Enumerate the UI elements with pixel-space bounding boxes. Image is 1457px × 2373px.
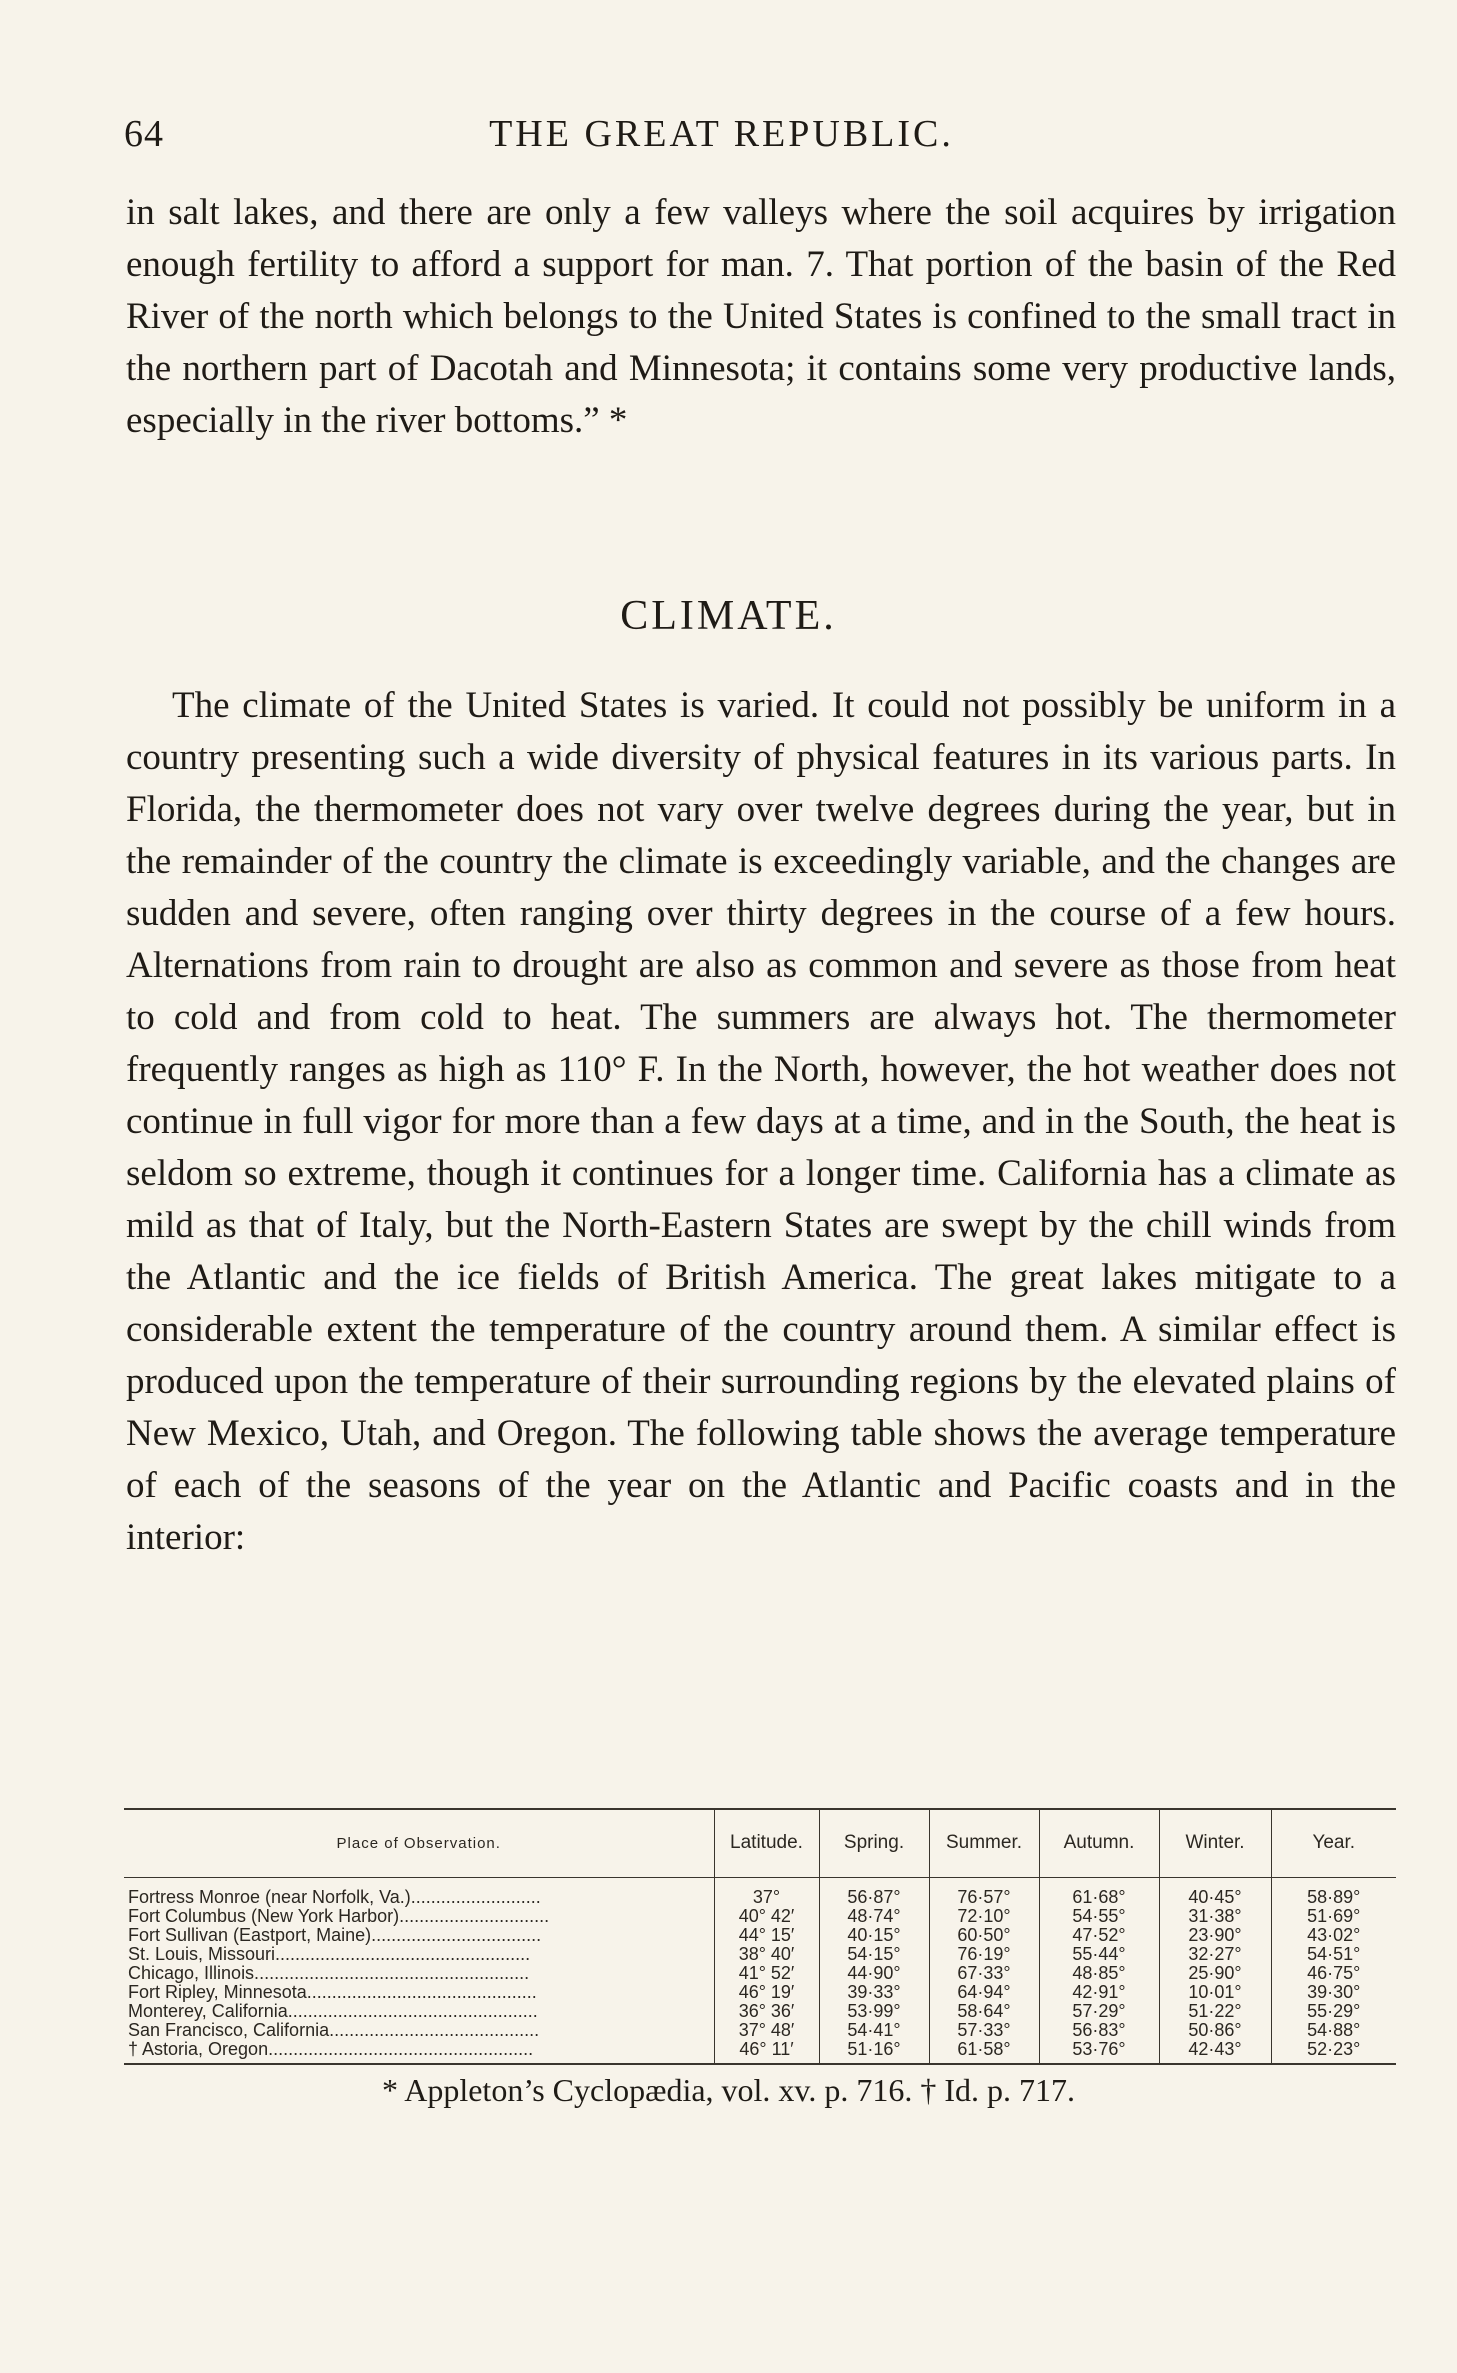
climate-paragraph: The climate of the United States is varied. It could not possibly be uniform in a country presenting such a wide diversity of physical features in its various parts. In Florida, the thermometer does not vary over twelve degrees during the year, but in the remainder of the country the climate is exceedingly variable, and the changes are sudden and severe, often ranging over thirty degrees in the course of a few hours. Alternations from rain to drought are also as common and severe as those from heat to cold and from cold to heat. The summers are always hot. The thermometer frequently ranges as high as 110° F. In the North, however, the hot weather does not continue in full vigor for more than a few days at a time, and in the South, the heat is seldom so extreme, though it continues for a longer time. California has a climate as mild as that of Italy, but the North-Eastern States are swept by the chill winds from the Atlantic and the ice fields of British America. The great lakes mitigate to a considerable extent the temperature of the country around them. A similar effect is produced upon the temperature of their surrounding regions by the elevated plains of New Mexico, Utah, and Oregon. The following table shows the average temperature of each of the seasons of the year on the Atlantic and Pacific coasts and in the interior: (126, 685, 1396, 1558)
latitude-cell: 37° (714, 1877, 819, 1907)
year-cell: 58·89° (1271, 1877, 1396, 1907)
spring-cell: 53·99° (819, 2002, 929, 2021)
place-cell: Fort Columbus (New York Harbor).............................. (128, 1906, 550, 1926)
section-heading-climate: CLIMATE. (620, 593, 837, 639)
year-cell: 43·02° (1271, 1926, 1396, 1945)
table-row (124, 2040, 1396, 2064)
place-cell: Chicago, Illinois....................................................... (128, 1963, 530, 1983)
table-row (124, 1926, 1396, 1945)
autumn-cell: 53·76° (1039, 2040, 1159, 2064)
latitude-cell: 37° 48′ (714, 2021, 819, 2040)
year-cell: 46·75° (1271, 1964, 1396, 1983)
spring-cell: 51·16° (819, 2040, 929, 2064)
summer-cell: 76·19° (929, 1945, 1039, 1964)
year-cell: 54·51° (1271, 1945, 1396, 1964)
latitude-cell: 46° 11′ (714, 2040, 819, 2064)
table-row (124, 1945, 1396, 1964)
table-row (124, 1983, 1396, 2002)
header-summer: Summer. (929, 1809, 1039, 1877)
spring-cell: 44·90° (819, 1964, 929, 1983)
autumn-cell: 48·85° (1039, 1964, 1159, 1983)
year-cell: 51·69° (1271, 1907, 1396, 1926)
place-cell: St. Louis, Missouri................................................... (128, 1944, 531, 1964)
header-autumn: Autumn. (1039, 1809, 1159, 1877)
spring-cell: 56·87° (819, 1877, 929, 1907)
table-row (124, 1907, 1396, 1926)
autumn-cell: 47·52° (1039, 1926, 1159, 1945)
winter-cell: 23·90° (1159, 1926, 1271, 1945)
summer-cell: 57·33° (929, 2021, 1039, 2040)
year-cell: 52·23° (1271, 2040, 1396, 2064)
table-header-row (124, 1809, 1396, 1877)
place-cell: † Astoria, Oregon..................................................... (124, 2040, 714, 2064)
table-row (124, 1964, 1396, 1983)
autumn-cell: 55·44° (1039, 1945, 1159, 1964)
autumn-cell: 56·83° (1039, 2021, 1159, 2040)
place-cell: San Francisco, California.......................................... (128, 2020, 540, 2040)
autumn-cell: 57·29° (1039, 2002, 1159, 2021)
latitude-cell: 36° 36′ (714, 2002, 819, 2021)
winter-cell: 50·86° (1159, 2021, 1271, 2040)
autumn-cell: 42·91° (1039, 1983, 1159, 2002)
autumn-cell: 61·68° (1039, 1877, 1159, 1907)
latitude-cell: 46° 19′ (714, 1983, 819, 2002)
winter-cell: 40·45° (1159, 1877, 1271, 1907)
latitude-cell: 41° 52′ (714, 1964, 819, 1983)
table-row (124, 2021, 1396, 2040)
year-cell: 39·30° (1271, 1983, 1396, 2002)
header-winter: Winter. (1159, 1809, 1271, 1877)
summer-cell: 58·64° (929, 2002, 1039, 2021)
summer-cell: 60·50° (929, 1926, 1039, 1945)
temperature-table (124, 1808, 1396, 2065)
spring-cell: 39·33° (819, 1983, 929, 2002)
summer-cell: 67·33° (929, 1964, 1039, 1983)
latitude-cell: 44° 15′ (714, 1926, 819, 1945)
summer-cell: 76·57° (929, 1877, 1039, 1907)
spring-cell: 40·15° (819, 1926, 929, 1945)
header-year: Year. (1271, 1809, 1396, 1877)
autumn-cell: 54·55° (1039, 1907, 1159, 1926)
latitude-cell: 38° 40′ (714, 1945, 819, 1964)
place-cell: Monterey, California.................................................. (128, 2001, 538, 2021)
winter-cell: 51·22° (1159, 2002, 1271, 2021)
summer-cell: 72·10° (929, 1907, 1039, 1926)
latitude-cell: 40° 42′ (714, 1907, 819, 1926)
winter-cell: 31·38° (1159, 1907, 1271, 1926)
place-cell: Fort Ripley, Minnesota.............................................. (128, 1982, 537, 2002)
table-row (124, 2002, 1396, 2021)
spring-cell: 48·74° (819, 1907, 929, 1926)
running-head (124, 112, 1319, 162)
header-place: Place of Observation. (124, 1809, 714, 1877)
winter-cell: 25·90° (1159, 1964, 1271, 1983)
table-row (124, 1877, 1396, 1907)
winter-cell: 32·27° (1159, 1945, 1271, 1964)
spring-cell: 54·15° (819, 1945, 929, 1964)
summer-cell: 64·94° (929, 1983, 1039, 2002)
year-cell: 54·88° (1271, 2021, 1396, 2040)
year-cell: 55·29° (1271, 2002, 1396, 2021)
summer-cell: 61·58° (929, 2040, 1039, 2064)
winter-cell: 42·43° (1159, 2040, 1271, 2064)
header-latitude: Latitude. (714, 1809, 819, 1877)
header-spring: Spring. (819, 1809, 929, 1877)
page-number: 64 (124, 113, 164, 155)
continuation-paragraph: in salt lakes, and there are only a few valleys where the soil acquires by irrigation enough fertility to afford a support for man. 7. That portion of the basin of the Red River of the north which belongs to the United States is confined to the small tract in the northern part of Dacotah and Minnesota; it contains some very productive lands, especially in the river bottoms.” * (126, 192, 1396, 441)
spring-cell: 54·41° (819, 2021, 929, 2040)
running-title: THE GREAT REPUBLIC. (489, 113, 954, 155)
place-cell: Fort Sullivan (Eastport, Maine).................................. (128, 1925, 542, 1945)
place-cell: Fortress Monroe (near Norfolk, Va.).......................... (128, 1886, 541, 1907)
winter-cell: 10·01° (1159, 1983, 1271, 2002)
footnote: * Appleton’s Cyclopædia, vol. xv. p. 716. † Id. p. 717. (381, 2072, 1075, 2108)
